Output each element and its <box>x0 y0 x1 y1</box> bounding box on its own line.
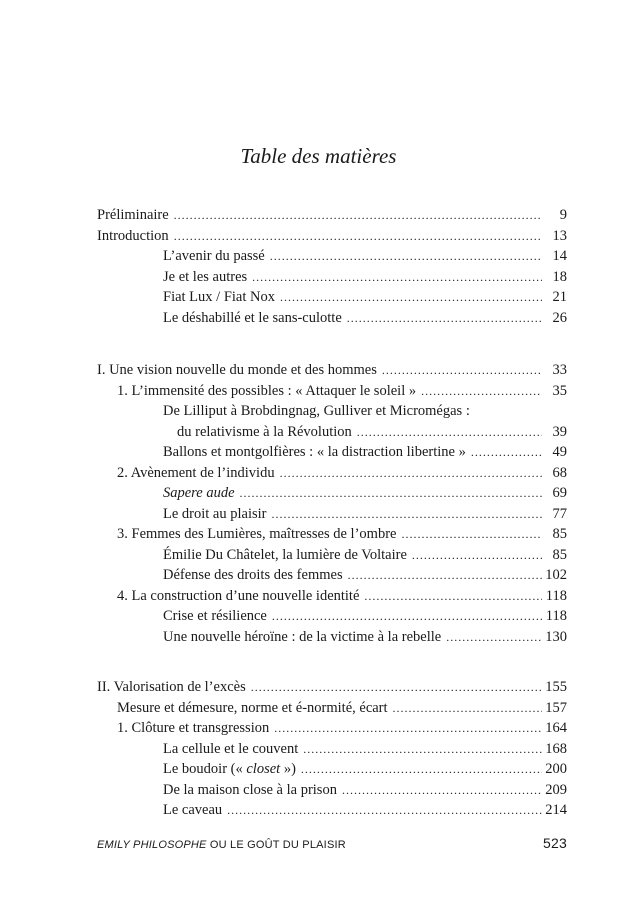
toc-entry-page: 130 <box>545 628 567 645</box>
toc-entry-page: 69 <box>552 485 567 501</box>
toc-entry-page: 18 <box>552 268 567 285</box>
page-number: 523 <box>543 835 567 851</box>
toc-entry-part1[interactable] <box>97 360 567 381</box>
toc-entry-p1-c2-s1[interactable] <box>97 483 567 504</box>
running-title-italic: EMILY PHILOSOPHE <box>97 839 207 851</box>
toc-entry-p2-c1-s3[interactable] <box>97 780 567 801</box>
toc-entry-p1-c2-s2[interactable] <box>97 504 567 525</box>
toc-entry-p1-chapter4[interactable] <box>97 586 567 607</box>
toc-entry-introduction[interactable] <box>97 226 567 247</box>
toc-entry-page: 102 <box>545 567 567 583</box>
toc-entry-text <box>163 759 296 780</box>
toc-entry-page: 9 <box>559 207 567 223</box>
toc-entry-text: Défense des droits des femmes <box>163 567 343 583</box>
leader-dots <box>401 524 542 545</box>
toc-entry-text: Le déshabillé et le sans-culotte <box>163 309 342 326</box>
leader-dots <box>471 442 542 463</box>
leader-dots <box>240 483 542 504</box>
toc-entry-p2-c1-s4[interactable] <box>97 800 567 821</box>
toc-entry-text: Crise et résilience <box>163 608 267 624</box>
toc-entry-p1-c4-s2[interactable] <box>97 627 567 648</box>
section-gap <box>97 647 567 677</box>
leader-dots <box>274 718 542 739</box>
toc-entry-p2-c1-s1[interactable] <box>97 739 567 760</box>
toc-entry-p1-c3-s2[interactable] <box>97 565 567 586</box>
toc-entry-text: II. Valorisation de l’excès <box>97 679 246 695</box>
toc-entry-page: 13 <box>552 227 567 244</box>
toc-entry-page: 164 <box>545 720 567 736</box>
toc-entry-text: 1. Clôture et transgression <box>117 720 270 736</box>
toc-entry-text: Mesure et démesure, norme et é-normité, écart <box>117 699 388 716</box>
toc-entry-p2-intro[interactable] <box>97 698 567 719</box>
toc-entry-page: 209 <box>545 781 567 798</box>
leader-dots <box>252 267 542 288</box>
toc-entry-page: 21 <box>552 289 567 305</box>
leader-dots <box>348 565 542 586</box>
toc-entry-text: du relativisme à la Révolution <box>177 423 352 440</box>
toc-entry-page: 77 <box>552 505 567 522</box>
toc-entry-intro-4[interactable] <box>97 308 567 329</box>
toc-entry-page: 85 <box>552 526 567 542</box>
toc-entry-page: 214 <box>545 802 567 818</box>
toc-entry-text: Fiat Lux / Fiat Nox <box>163 289 275 305</box>
leader-dots <box>227 800 542 821</box>
toc-entry-text: Je et les autres <box>163 268 248 285</box>
toc-entry-text: De la maison close à la prison <box>163 781 337 798</box>
toc-entry-page: 14 <box>552 248 567 264</box>
toc-entry-page: 49 <box>552 444 567 460</box>
toc-entry-text: 1. L’immensité des possibles : « Attaquer le soleil » <box>117 382 417 399</box>
toc-entry-text: I. Une vision nouvelle du monde et des hommes <box>97 362 377 378</box>
toc-entry-text: 3. Femmes des Lumières, maîtresses de l’ombre <box>117 526 397 542</box>
toc-entry-page: 118 <box>545 608 567 624</box>
page-footer <box>97 835 567 851</box>
leader-dots <box>280 287 542 308</box>
toc-entry-intro-2[interactable] <box>97 267 567 288</box>
toc-entry-text: L’avenir du passé <box>163 248 265 264</box>
toc-entry-text: Ballons et montgolfières : « la distraction libertine » <box>163 444 466 460</box>
toc-entry-page: 35 <box>552 382 567 399</box>
toc-entry-page: 200 <box>545 761 567 777</box>
toc-entry-text: 4. La construction d’une nouvelle identité <box>117 587 360 604</box>
toc-entry-text: Préliminaire <box>97 207 169 223</box>
toc-entry-p1-chapter1[interactable] <box>97 381 567 402</box>
toc-entry-page: 168 <box>545 740 567 757</box>
leader-dots <box>393 698 542 719</box>
toc-entry-p1-chapter3[interactable] <box>97 524 567 545</box>
toc-entry-text: Introduction <box>97 227 169 244</box>
toc-entry-intro-1[interactable] <box>97 246 567 267</box>
toc-entry-part2[interactable] <box>97 677 567 698</box>
toc-entry-page: 39 <box>552 423 567 440</box>
toc-entry-page: 155 <box>545 679 567 695</box>
toc-entry-p2-chapter1[interactable] <box>97 718 567 739</box>
toc-entry-text: De Lilliput à Brobdingnag, Gulliver et Micromégas : <box>163 403 470 419</box>
toc-entry-p1-c4-s1[interactable] <box>97 606 567 627</box>
toc-entry-text: La cellule et le couvent <box>163 740 299 757</box>
toc-entry-preliminaire[interactable] <box>97 205 567 226</box>
toc-entry-p1-c1-s1-line1[interactable] <box>97 401 567 422</box>
toc-entry-p2-c1-s2[interactable] <box>97 759 567 780</box>
running-title-rest: OU LE GOÛT DU PLAISIR <box>206 839 346 851</box>
toc-entry-intro-3[interactable] <box>97 287 567 308</box>
toc-entry-p1-chapter2[interactable] <box>97 463 567 484</box>
leader-dots <box>364 586 542 607</box>
leader-dots <box>382 360 542 381</box>
leader-dots <box>270 246 542 267</box>
page-title: Table des matières <box>240 144 397 168</box>
leader-dots <box>174 205 542 226</box>
toc-entry-text: Émilie Du Châtelet, la lumière de Voltaire <box>163 546 407 563</box>
toc-entry-text-prefix: Le boudoir (« <box>163 761 247 777</box>
leader-dots <box>347 308 542 329</box>
leader-dots <box>251 677 542 698</box>
leader-dots <box>421 381 542 402</box>
toc-entry-text: Le droit au plaisir <box>163 505 267 522</box>
leader-dots <box>301 759 542 780</box>
leader-dots <box>280 463 542 484</box>
toc-entry-page: 26 <box>552 309 567 326</box>
toc-entry-text-suffix: ») <box>280 761 296 777</box>
toc-entry-text: Le caveau <box>163 802 223 818</box>
toc-entry-text: 2. Avènement de l’individu <box>117 464 275 481</box>
leader-dots <box>272 606 542 627</box>
running-title <box>97 839 346 851</box>
toc-entry-text-italic: closet <box>246 761 281 777</box>
toc-entry-page: 33 <box>552 362 567 378</box>
leader-dots <box>174 226 542 247</box>
toc-entry-text: Une nouvelle héroïne : de la victime à la rebelle <box>163 628 442 645</box>
leader-dots <box>412 545 542 566</box>
table-of-contents <box>97 205 567 821</box>
toc-entry-page: 118 <box>545 587 567 604</box>
leader-dots <box>303 739 542 760</box>
toc-entry-p1-c3-s1[interactable] <box>97 545 567 566</box>
toc-entry-page: 157 <box>545 699 567 716</box>
leader-dots <box>271 504 542 525</box>
toc-entry-p1-c1-s2[interactable] <box>97 442 567 463</box>
toc-entry-page: 85 <box>552 546 567 563</box>
leader-dots <box>357 422 542 443</box>
toc-entry-p1-c1-s1-line2[interactable] <box>97 422 567 443</box>
toc-entry-page: 68 <box>552 464 567 481</box>
section-gap <box>97 328 567 360</box>
leader-dots <box>342 780 542 801</box>
toc-entry-text: Sapere aude <box>163 485 235 501</box>
leader-dots <box>446 627 542 648</box>
